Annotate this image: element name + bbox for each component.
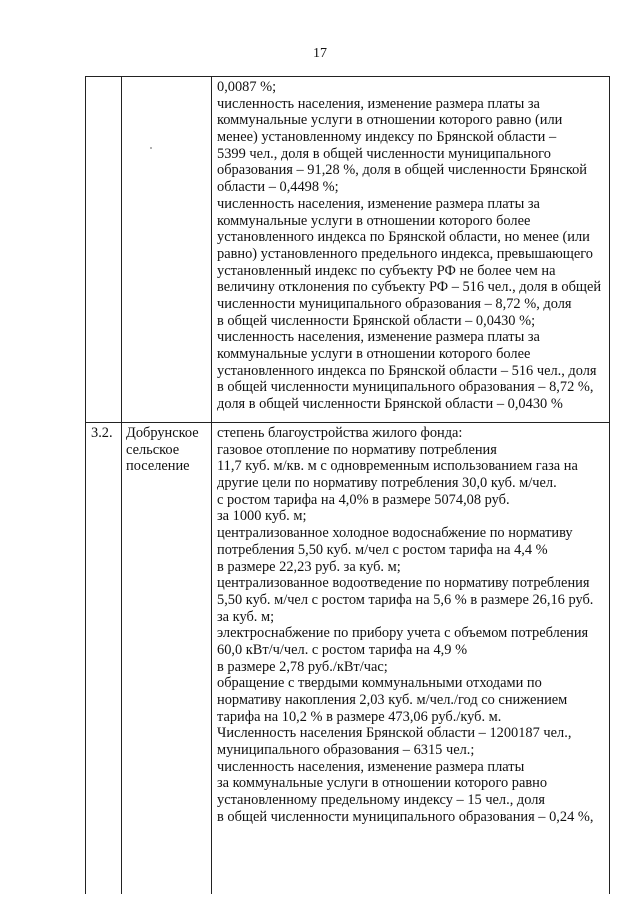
text-line: потребления 5,50 куб. м/чел с ростом тарифа на 4,4 % xyxy=(217,541,548,558)
text-line: равно) установленного предельного индекса, превышающего xyxy=(217,245,593,262)
text-line: 5,50 куб. м/чел с ростом тарифа на 5,6 % в размере 26,16 руб. xyxy=(217,591,594,608)
settlement-name xyxy=(126,425,199,475)
text-line: доля в общей численности Брянской области – 0,0430 % xyxy=(217,396,563,413)
text-line: обращение с твердыми коммунальными отходами по xyxy=(217,675,542,692)
text-line: другие цели по нормативу потребления 30,0 куб. м/чел. xyxy=(217,475,557,492)
text-line: коммунальные услуги в отношении которого равно (или xyxy=(217,112,563,129)
name-line: поселение xyxy=(126,458,190,475)
text-line: величину отклонения по субъекту РФ – 516 чел., доля в общей xyxy=(217,279,602,296)
text-line: в общей численности муниципального образования – 8,72 %, xyxy=(217,379,594,396)
text-line: в общей численности Брянской области – 0,0430 %; xyxy=(217,312,536,329)
text-line: газовое отопление по нормативу потребления xyxy=(217,441,497,458)
page-number: 17 xyxy=(313,46,327,61)
text-line: 60,0 кВт/ч/чел. с ростом тарифа на 4,9 % xyxy=(217,641,468,658)
text-line: Численность населения Брянской области – 1200187 чел., xyxy=(217,725,572,742)
text-line: нормативу накопления 2,03 куб. м/чел./год со снижением xyxy=(217,692,568,708)
text-line: 11,7 куб. м/кв. м с одновременным использованием газа на xyxy=(217,458,578,475)
text-line: установленного индекса по Брянской области, но менее (или xyxy=(217,229,590,246)
text-line: численность населения, изменение размера платы за xyxy=(217,95,540,112)
text-line: численность населения, изменение размера платы за xyxy=(217,329,540,346)
text-line: электроснабжение по прибору учета с объемом потребления xyxy=(217,625,589,642)
number-cell xyxy=(86,77,122,422)
text-line: 5399 чел., доля в общей численности муниципального xyxy=(217,145,551,162)
text-line: 0,0087 %; xyxy=(217,79,277,95)
description-cell xyxy=(212,77,609,422)
text-line: в размере 2,78 руб./кВт/час; xyxy=(217,658,388,675)
table-row-continuation xyxy=(86,77,609,423)
name-cell xyxy=(122,77,212,422)
text-line: с ростом тарифа на 4,0% в размере 5074,08 руб. xyxy=(217,491,510,508)
text-line: централизованное холодное водоснабжение по нормативу xyxy=(217,525,573,542)
name-line: сельское xyxy=(126,441,180,458)
text-line: степень благоустройства жилого фонда: xyxy=(217,425,463,441)
number-cell xyxy=(86,423,122,894)
text-line: образования – 91,28 %, доля в общей численности Брянской xyxy=(217,162,588,179)
text-line: коммунальные услуги в отношении которого более xyxy=(217,346,531,362)
text-line: численность населения, изменение размера платы xyxy=(217,758,525,775)
text-line: установленному предельному индексу – 15 чел., доля xyxy=(217,792,546,809)
name-line: Добрунское xyxy=(126,425,199,441)
text-line: установленного индекса по Брянской области – 516 чел., доля xyxy=(217,362,597,379)
document-table xyxy=(85,76,610,894)
text-line: в размере 22,23 руб. за куб. м; xyxy=(217,558,401,575)
row-number: 3.2. xyxy=(91,425,113,441)
text-line: за коммунальные услуги в отношении которого равно xyxy=(217,775,548,792)
description-text xyxy=(217,425,593,826)
text-line: муниципального образования – 6315 чел.; xyxy=(217,742,475,759)
text-line: за 1000 куб. м; xyxy=(217,508,307,525)
table-row-dobrunskoe xyxy=(86,423,609,894)
description-text xyxy=(217,79,601,413)
text-line: области – 0,4498 %; xyxy=(217,179,339,196)
text-line: в общей численности муниципального образования – 0,24 %, xyxy=(217,808,594,825)
text-line: менее) установленному индексу по Брянской области – xyxy=(217,129,557,146)
text-line: численности муниципального образования – 8,72 %, доля xyxy=(217,295,572,312)
name-cell xyxy=(122,423,212,894)
text-line: за куб. м; xyxy=(217,608,275,625)
text-line: тарифа на 10,2 % в размере 473,06 руб./куб. м. xyxy=(217,708,502,725)
text-line: численность населения, изменение размера платы за xyxy=(217,195,540,212)
description-cell xyxy=(212,423,609,894)
scan-speck xyxy=(150,147,152,149)
text-line: коммунальные услуги в отношении которого более xyxy=(217,212,531,229)
text-line: централизованное водоотведение по нормативу потребления xyxy=(217,575,590,592)
text-line: установленный индекс по субъекту РФ не более чем на xyxy=(217,262,556,279)
